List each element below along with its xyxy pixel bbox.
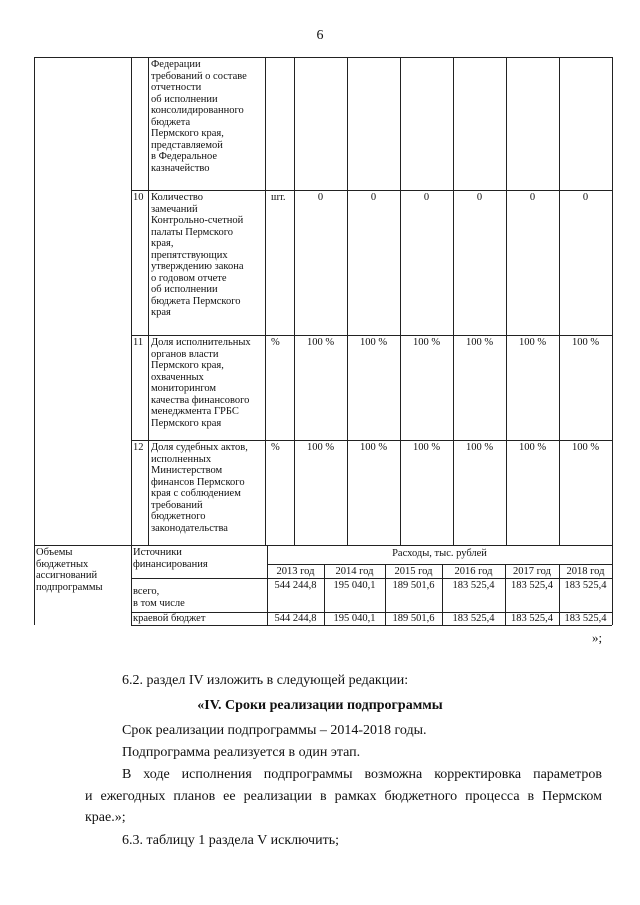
- funding-value: 195 040,1: [333, 580, 376, 591]
- table-row-line: [131, 190, 612, 191]
- paragraph-adjust-line1: В ходе исполнения подпрограммы возможна корректировка параметров: [122, 767, 602, 782]
- budget-header-line: [267, 564, 612, 565]
- indicator-value: 100 %: [518, 442, 547, 453]
- paragraph-term: Срок реализации подпрограммы – 2014-2018 годы.: [122, 723, 427, 738]
- table-column-line: [453, 57, 454, 545]
- funding-value: 183 525,4: [511, 580, 553, 591]
- section-heading: «IV. Сроки реализации подпрограммы: [197, 698, 443, 713]
- indicator-value: 100 %: [359, 337, 388, 348]
- table-column-line: [612, 57, 613, 545]
- indicator-value: 100 %: [306, 337, 335, 348]
- paragraph-adjust-line2: и ежегодных планов ее реализации в рамках бюджетного процесса в Пермском: [85, 789, 602, 804]
- table-column-line: [148, 57, 149, 545]
- indicator-value: 100 %: [359, 442, 388, 453]
- table-column-line: [294, 57, 295, 545]
- budget-left-border: [34, 545, 35, 625]
- paragraph-stage: Подпрограмма реализуется в один этап.: [122, 745, 361, 760]
- indicator-value: 100 %: [306, 442, 335, 453]
- table-column-line: [265, 57, 266, 545]
- funding-value: 195 040,1: [333, 613, 376, 624]
- paragraph-6-2: 6.2. раздел IV изложить в следующей редакции:: [122, 673, 409, 688]
- budget-label: Объемы бюджетных ассигнований подпрограммы: [36, 547, 103, 593]
- funding-value: 183 525,4: [452, 613, 495, 624]
- year-header: 2016 год: [454, 566, 493, 577]
- indicator-value: 100 %: [465, 442, 494, 453]
- budget-years-line: [131, 578, 612, 579]
- table-column-line: [131, 57, 132, 545]
- sources-header: Источники финансирования: [133, 547, 208, 570]
- budget-label-divider: [131, 545, 132, 625]
- page-number: 6: [316, 28, 324, 43]
- table-row-line: [131, 440, 612, 441]
- indicator-name: Федерации требований о составе отчетности об исполнении консолидированного бюджета Пермского края, представляемой в Федеральное казначейство: [151, 59, 247, 174]
- table-column-line: [559, 57, 560, 545]
- indicator-name: Доля судебных актов, исполненных Министерством финансов Пермского края с соблюдением требований бюджетного законодательства: [151, 442, 248, 534]
- funding-value: 183 525,4: [511, 613, 553, 624]
- expenses-header: Расходы, тыс. рублей: [392, 548, 487, 559]
- indicator-value: 0: [582, 192, 589, 203]
- indicator-unit: %: [271, 442, 280, 453]
- funding-value: 544 244,8: [274, 580, 317, 591]
- indicator-number: 10: [133, 192, 144, 203]
- funding-source-label: всего, в том числе: [133, 586, 185, 609]
- paragraph-6-3: 6.3. таблицу 1 раздела V исключить;: [122, 833, 339, 848]
- table-top-border: [34, 57, 612, 58]
- funding-value: 189 501,6: [392, 580, 435, 591]
- budget-bottom-border: [131, 625, 612, 626]
- year-header: 2013 год: [276, 566, 315, 577]
- funding-value: 183 525,4: [564, 580, 607, 591]
- funding-value: 183 525,4: [564, 613, 607, 624]
- table-column-line: [34, 57, 35, 545]
- year-header: 2014 год: [335, 566, 374, 577]
- indicator-value: 100 %: [465, 337, 494, 348]
- indicator-name: Доля исполнительных органов власти Пермского края, охваченных мониторингом качества финансового менеджмента ГРБС Пермского края: [151, 337, 251, 429]
- indicator-unit: шт.: [271, 192, 286, 203]
- table-column-line: [400, 57, 401, 545]
- indicator-value: 0: [370, 192, 377, 203]
- indicator-value: 0: [476, 192, 483, 203]
- funding-value: 183 525,4: [452, 580, 495, 591]
- indicator-unit: %: [271, 337, 280, 348]
- indicator-name: Количество замечаний Контрольно-счетной палаты Пермского края, препятствующих утверждению закона о годовом отчете об исполнении бюджета Пермского края: [151, 192, 244, 318]
- indicator-value: 0: [529, 192, 536, 203]
- indicator-value: 100 %: [518, 337, 547, 348]
- indicator-value: 0: [317, 192, 324, 203]
- paragraph-adjust-line3: крае.»;: [85, 810, 126, 825]
- indicator-number: 12: [133, 442, 144, 453]
- funding-value: 544 244,8: [274, 613, 317, 624]
- funding-value: 189 501,6: [392, 613, 435, 624]
- year-header: 2018 год: [566, 566, 605, 577]
- budget-year-line: [612, 545, 613, 625]
- table-column-line: [506, 57, 507, 545]
- indicator-value: 100 %: [571, 442, 600, 453]
- budget-top-border: [34, 545, 612, 546]
- year-header: 2017 год: [513, 566, 551, 577]
- indicator-number: 11: [133, 337, 144, 348]
- indicator-value: 100 %: [571, 337, 600, 348]
- indicator-value: 100 %: [412, 337, 441, 348]
- table-row-line: [131, 335, 612, 336]
- funding-source-label: краевой бюджет: [133, 613, 206, 624]
- year-header: 2015 год: [394, 566, 433, 577]
- table-column-line: [347, 57, 348, 545]
- closing-quote: »;: [592, 630, 603, 645]
- indicator-value: 0: [423, 192, 430, 203]
- indicator-value: 100 %: [412, 442, 441, 453]
